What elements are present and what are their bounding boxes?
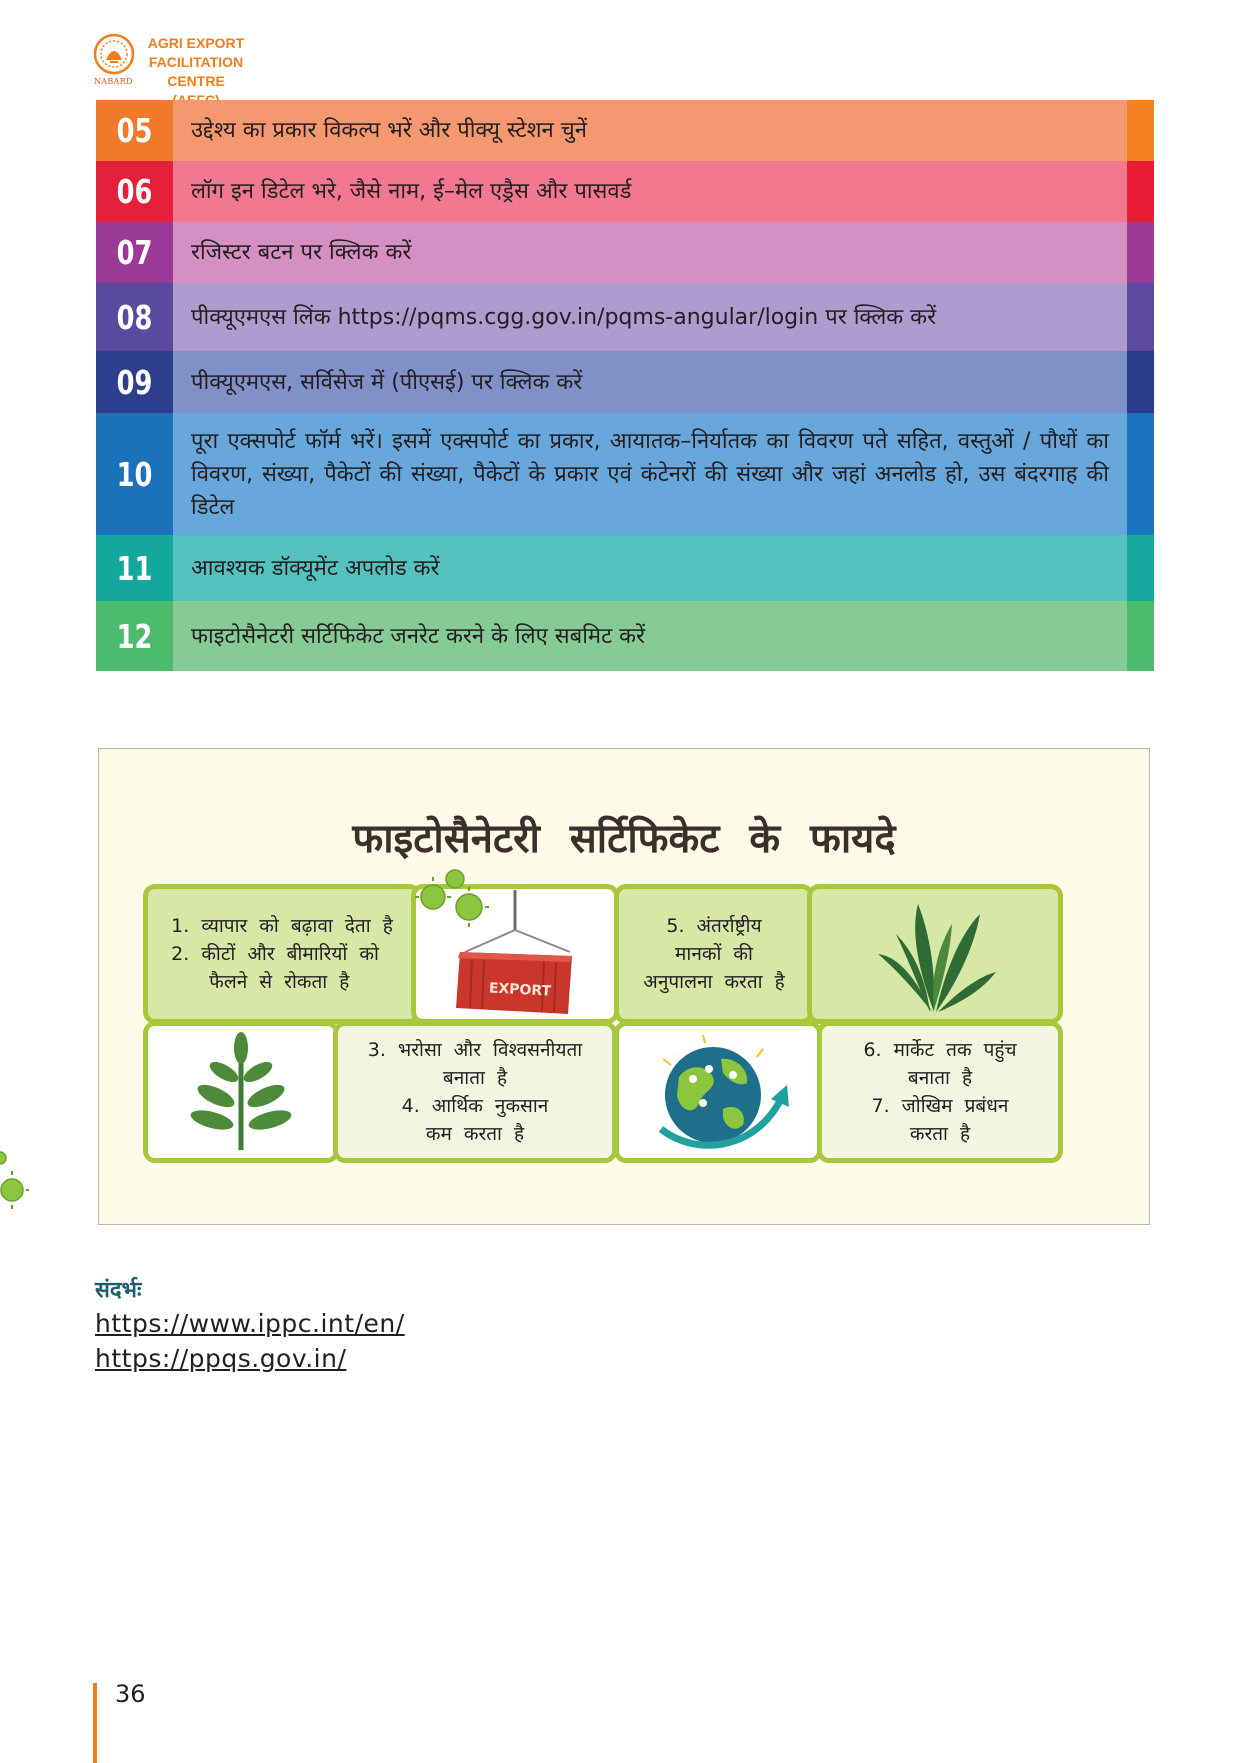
org-line-1: AGRI EXPORT [147, 35, 245, 51]
step-row [96, 283, 1154, 351]
benefit-cell-trade [143, 884, 421, 1024]
plant-image-cell [807, 884, 1063, 1024]
step-number-cell [96, 535, 173, 601]
step-number-cell [96, 283, 173, 351]
step-number-cell [96, 161, 173, 222]
step-row [96, 100, 1154, 161]
plant-leaves-icon [870, 894, 1000, 1014]
step-text: लॉग इन डिटेल भरे, जैसे नाम, ई–मेल एड्रैस और पासवर्ड [173, 161, 1127, 222]
step-number: 09 [116, 362, 153, 402]
benefit-line: मानकों की [675, 943, 753, 965]
step-number: 06 [116, 172, 153, 211]
container-label: EXPORT [488, 980, 552, 1000]
step-end-bar [1127, 351, 1154, 413]
reference-link-ppqs[interactable]: https://ppqs.gov.in/ [95, 1344, 347, 1373]
benefit-line: 6. मार्केट तक पहुंच [863, 1039, 1017, 1061]
step-number-cell [96, 100, 173, 161]
steps-list [96, 100, 1154, 671]
step-number: 10 [116, 454, 153, 494]
step-row [96, 535, 1154, 601]
step-text: आवश्यक डॉक्यूमेंट अपलोड करें [173, 535, 1127, 601]
virus-icon [411, 861, 491, 931]
org-name [144, 34, 248, 110]
benefit-line: बनाता है [442, 1067, 508, 1089]
benefit-cell-market [817, 1021, 1063, 1163]
globe-image-cell [614, 1021, 822, 1163]
tree-sapling-icon [186, 1032, 296, 1152]
references-label: संदर्भः [95, 1277, 142, 1303]
benefits-title: फाइटोसैनेटरी सर्टिफिकेट के फायदे [352, 816, 896, 862]
step-number-cell [96, 413, 173, 535]
step-end-bar [1127, 222, 1154, 283]
step-end-bar [1127, 535, 1154, 601]
step-number: 11 [116, 548, 153, 588]
step-text: उद्देश्य का प्रकार विकल्प भरें और पीक्यू स्टेशन चुनें [173, 100, 1127, 161]
step-row [96, 601, 1154, 671]
step-number: 05 [116, 111, 153, 150]
step-number: 12 [116, 616, 153, 656]
benefit-line: 1. व्यापार को बढ़ावा देता है [171, 915, 393, 937]
step-row [96, 413, 1154, 535]
step-row [96, 222, 1154, 283]
logo-caption: NABARD [94, 77, 133, 86]
header-logo [92, 32, 252, 92]
benefit-line: 2. कीटों और बीमारियों को [171, 943, 379, 965]
benefit-line: बनाता है [907, 1067, 973, 1089]
nabard-emblem-icon [92, 32, 136, 76]
step-number-cell [96, 351, 173, 413]
org-line-3: CENTRE [167, 73, 225, 89]
benefit-line: 3. भरोसा और विश्वसनीयता [367, 1039, 583, 1061]
step-row [96, 161, 1154, 222]
virus-icon [0, 1142, 30, 1212]
org-line-2: FACILITATION [148, 54, 244, 70]
benefit-line: 4. आर्थिक नुकसान [401, 1095, 549, 1117]
step-end-bar [1127, 100, 1154, 161]
reference-link-ippc[interactable]: https://www.ippc.int/en/ [95, 1309, 405, 1338]
benefit-cell-trust [333, 1021, 617, 1163]
benefit-line: अनुपालना करता है [643, 971, 785, 993]
step-text: रजिस्टर बटन पर क्लिक करें [173, 222, 1127, 283]
benefit-line: 7. जोखिम प्रबंधन [871, 1095, 1009, 1117]
step-text: पीक्यूएमएस लिंक https://pqms.cgg.gov.in/pqms-angular/login पर क्लिक करें [173, 283, 1127, 351]
step-text: फाइटोसैनेटरी सर्टिफिकेट जनरेट करने के लिए सबमिट करें [173, 601, 1127, 671]
step-number: 07 [116, 233, 153, 272]
step-end-bar [1127, 413, 1154, 535]
step-end-bar [1127, 283, 1154, 351]
step-number-cell [96, 222, 173, 283]
step-end-bar [1127, 161, 1154, 222]
step-end-bar [1127, 601, 1154, 671]
benefit-line: करता है [909, 1123, 971, 1145]
step-text: पूरा एक्सपोर्ट फॉर्म भरें। इसमें एक्सपोर्ट का प्रकार, आयातक–निर्यातक का विवरण पते सहित, वस्तुओं / पौधों का विवरण, संख्या, पैकेटों की संख्या, पैकेटों के प्रकार एवं कंटेनरों की संख्या और जहां अनलोड हो, उस बंदरगाह की डिटेल [173, 413, 1127, 535]
tree-image-cell [143, 1021, 339, 1163]
benefit-line: फैलने से रोकता है [209, 971, 350, 993]
page-number-bar [93, 1683, 97, 1763]
step-number-cell [96, 601, 173, 671]
step-number: 08 [116, 297, 153, 337]
page-number: 36 [115, 1680, 146, 1708]
benefit-line: 5. अंतर्राष्ट्रीय [666, 915, 762, 937]
step-text: पीक्यूएमएस, सर्विसेज में (पीएसई) पर क्लिक करें [173, 351, 1127, 413]
benefit-line: कम करता है [425, 1123, 525, 1145]
benefits-infographic [98, 748, 1150, 1225]
step-row [96, 351, 1154, 413]
globe-growth-icon [643, 1029, 793, 1155]
benefit-cell-standards [614, 884, 814, 1024]
